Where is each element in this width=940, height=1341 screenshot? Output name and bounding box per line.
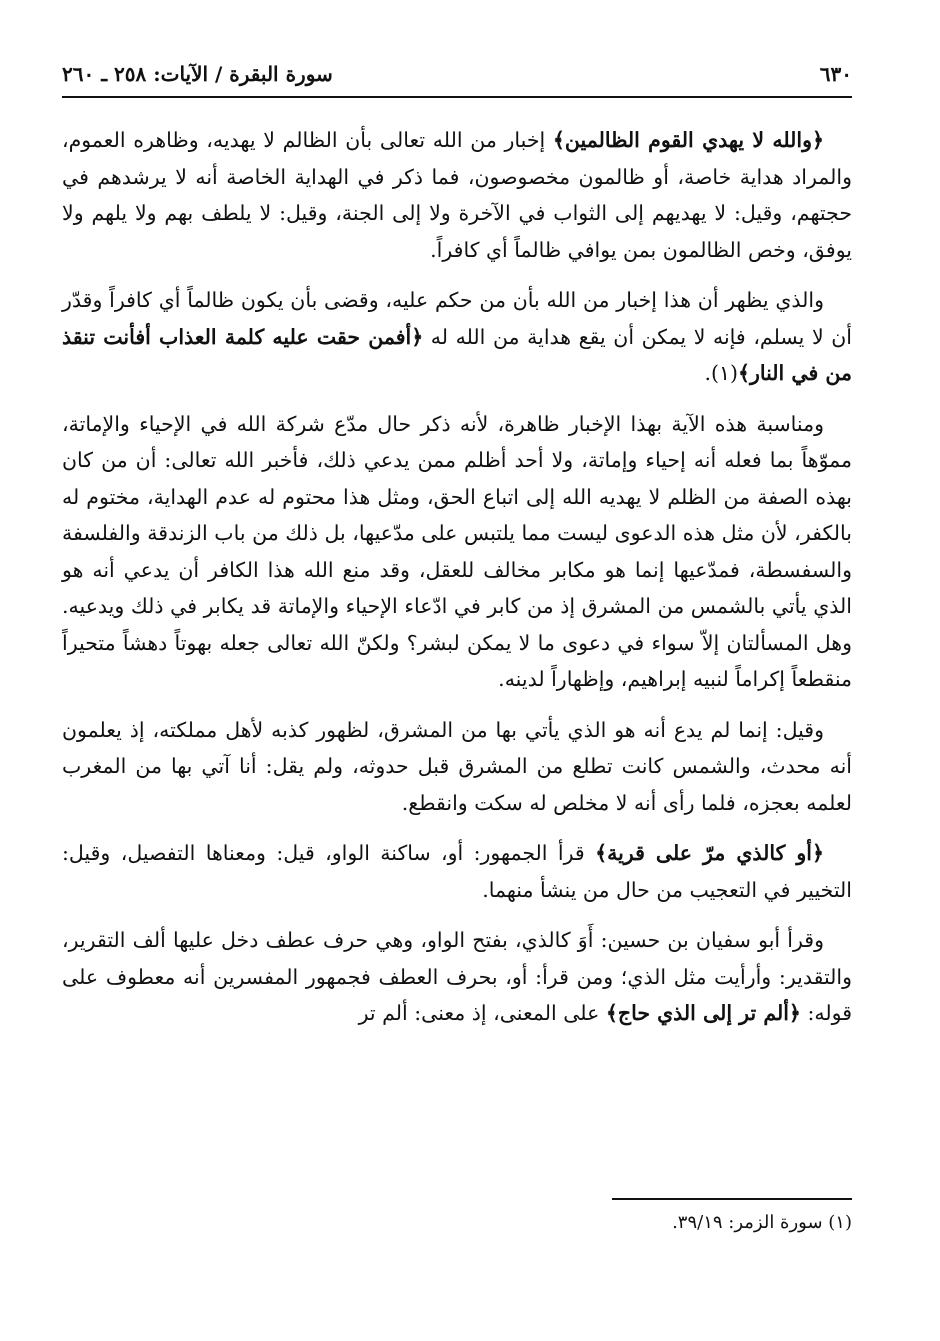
paragraph — [62, 406, 852, 698]
footnote-divider — [612, 1198, 852, 1200]
quran-quote: ﴿ألم تر إلى الذي حاج﴾ — [605, 1001, 801, 1025]
paragraph — [62, 122, 852, 268]
footnote: (١) سورة الزمر: ٣٩/١٩. — [672, 1212, 852, 1233]
text-run: على المعنى، إذ معنى: ألم تر — [358, 1001, 606, 1025]
page-number: ٦٣٠ — [819, 62, 852, 86]
text-run: وقرأ أبو سفيان بن حسين: أَوَ كالذي، بفتح الواو، وهي حرف عطف دخل عليها ألف التقرير، والتقدير: وأرأيت مثل الذي؛ ومن قرأ: أو، بحرف العطف فجمهور المفسرين أنه معطوف على قوله: — [62, 928, 852, 1025]
page-header — [62, 62, 852, 98]
quran-quote: ﴿والله لا يهدي القوم الظالمين﴾ — [552, 128, 824, 152]
text-run: إخبار من الله تعالى بأن الظالم لا يهديه، وظاهره العموم، والمراد هداية خاصة، أو ظالمون مخصوصون، فما ذكر في الهداية الخاصة أنه لا يرشدهم في حجتهم، وقيل: لا يهديهم إلى الثواب في الآخرة ولا إلى الجنة، وقيل: لا يلطف بهم ولا يلهم ولا يوفق، وخص الظالمون بمن يوافي ظالماً أي كافراً. — [62, 128, 852, 262]
quran-quote: ﴿أو كالذي مرّ على قرية﴾ — [595, 841, 824, 865]
text-run: والذي يظهر أن هذا إخبار من الله بأن من حكم عليه، وقضى بأن يكون ظالماً أي كافراً وقدّر أن لا يسلم، فإنه لا يمكن أن يقع هداية من الله له — [62, 288, 852, 349]
body-text — [62, 122, 852, 1032]
quran-quote: ﴿أفمن حقت عليه كلمة العذاب أفأنت تنقذ من في النار﴾ — [62, 324, 852, 385]
text-run: ومناسبة هذه الآية بهذا الإخبار ظاهرة، لأنه ذكر حال مدّع شركة الله في الإحياء والإماتة، مموّهاً بما فعله أنه إحياء وإماتة، ولا أحد أظلم ممن يدعي ذلك، فأخبر الله تعالى: أن من كان بهذه الصفة من الظلم لا يهديه الله إلى اتباع الحق، ومثل هذا محتوم له عدم الهداية، مختوم له بالكفر، لأن مثل هذه الدعوى ليست مما يلتبس على مدّعيها، بل ذلك من باب الزندقة والفلسفة والسفسطة، فمدّعيها إنما هو مكابر مخالف للعقل، وقد منع الله هذا الكافر أن يدعي أنه هو الذي يأتي بالشمس من المشرق إذ من كابر في ادّعاء الإحياء والإماتة قد يكابر في ذلك ويدعيه. وهل المسألتان إلاّ سواء في دعوى ما لا يمكن لبشر؟ ولكنّ الله تعالى جعله بهوتاً دهشاً متحيراً منقطعاً إكراماً لنبيه إبراهيم، وإظهاراً لدينه. — [62, 411, 852, 691]
footnote-ref: (١). — [704, 361, 738, 385]
paragraph — [62, 922, 852, 1032]
paragraph — [62, 712, 852, 822]
text-run: وقيل: إنما لم يدع أنه هو الذي يأتي بها من المشرق، لظهور كذبه لأهل مملكته، إذ يعلمون أنه محدث، والشمس كانت تطلع من المشرق قبل حدوثه، ولم يقل: أنا آتي بها من المغرب لعلمه بعجزه، فلما رأى أنه لا مخلص له سكت وانقطع. — [62, 717, 852, 815]
paragraph — [62, 835, 852, 908]
running-title: سورة البقرة / الآيات: ٢٥٨ ـ ٢٦٠ — [62, 62, 333, 86]
text-run: قرأ الجمهور: أو، ساكنة الواو، قيل: ومعناها التفصيل، وقيل: التخيير في التعجيب من حال من ينشأ منهما. — [62, 841, 852, 902]
paragraph — [62, 282, 852, 392]
